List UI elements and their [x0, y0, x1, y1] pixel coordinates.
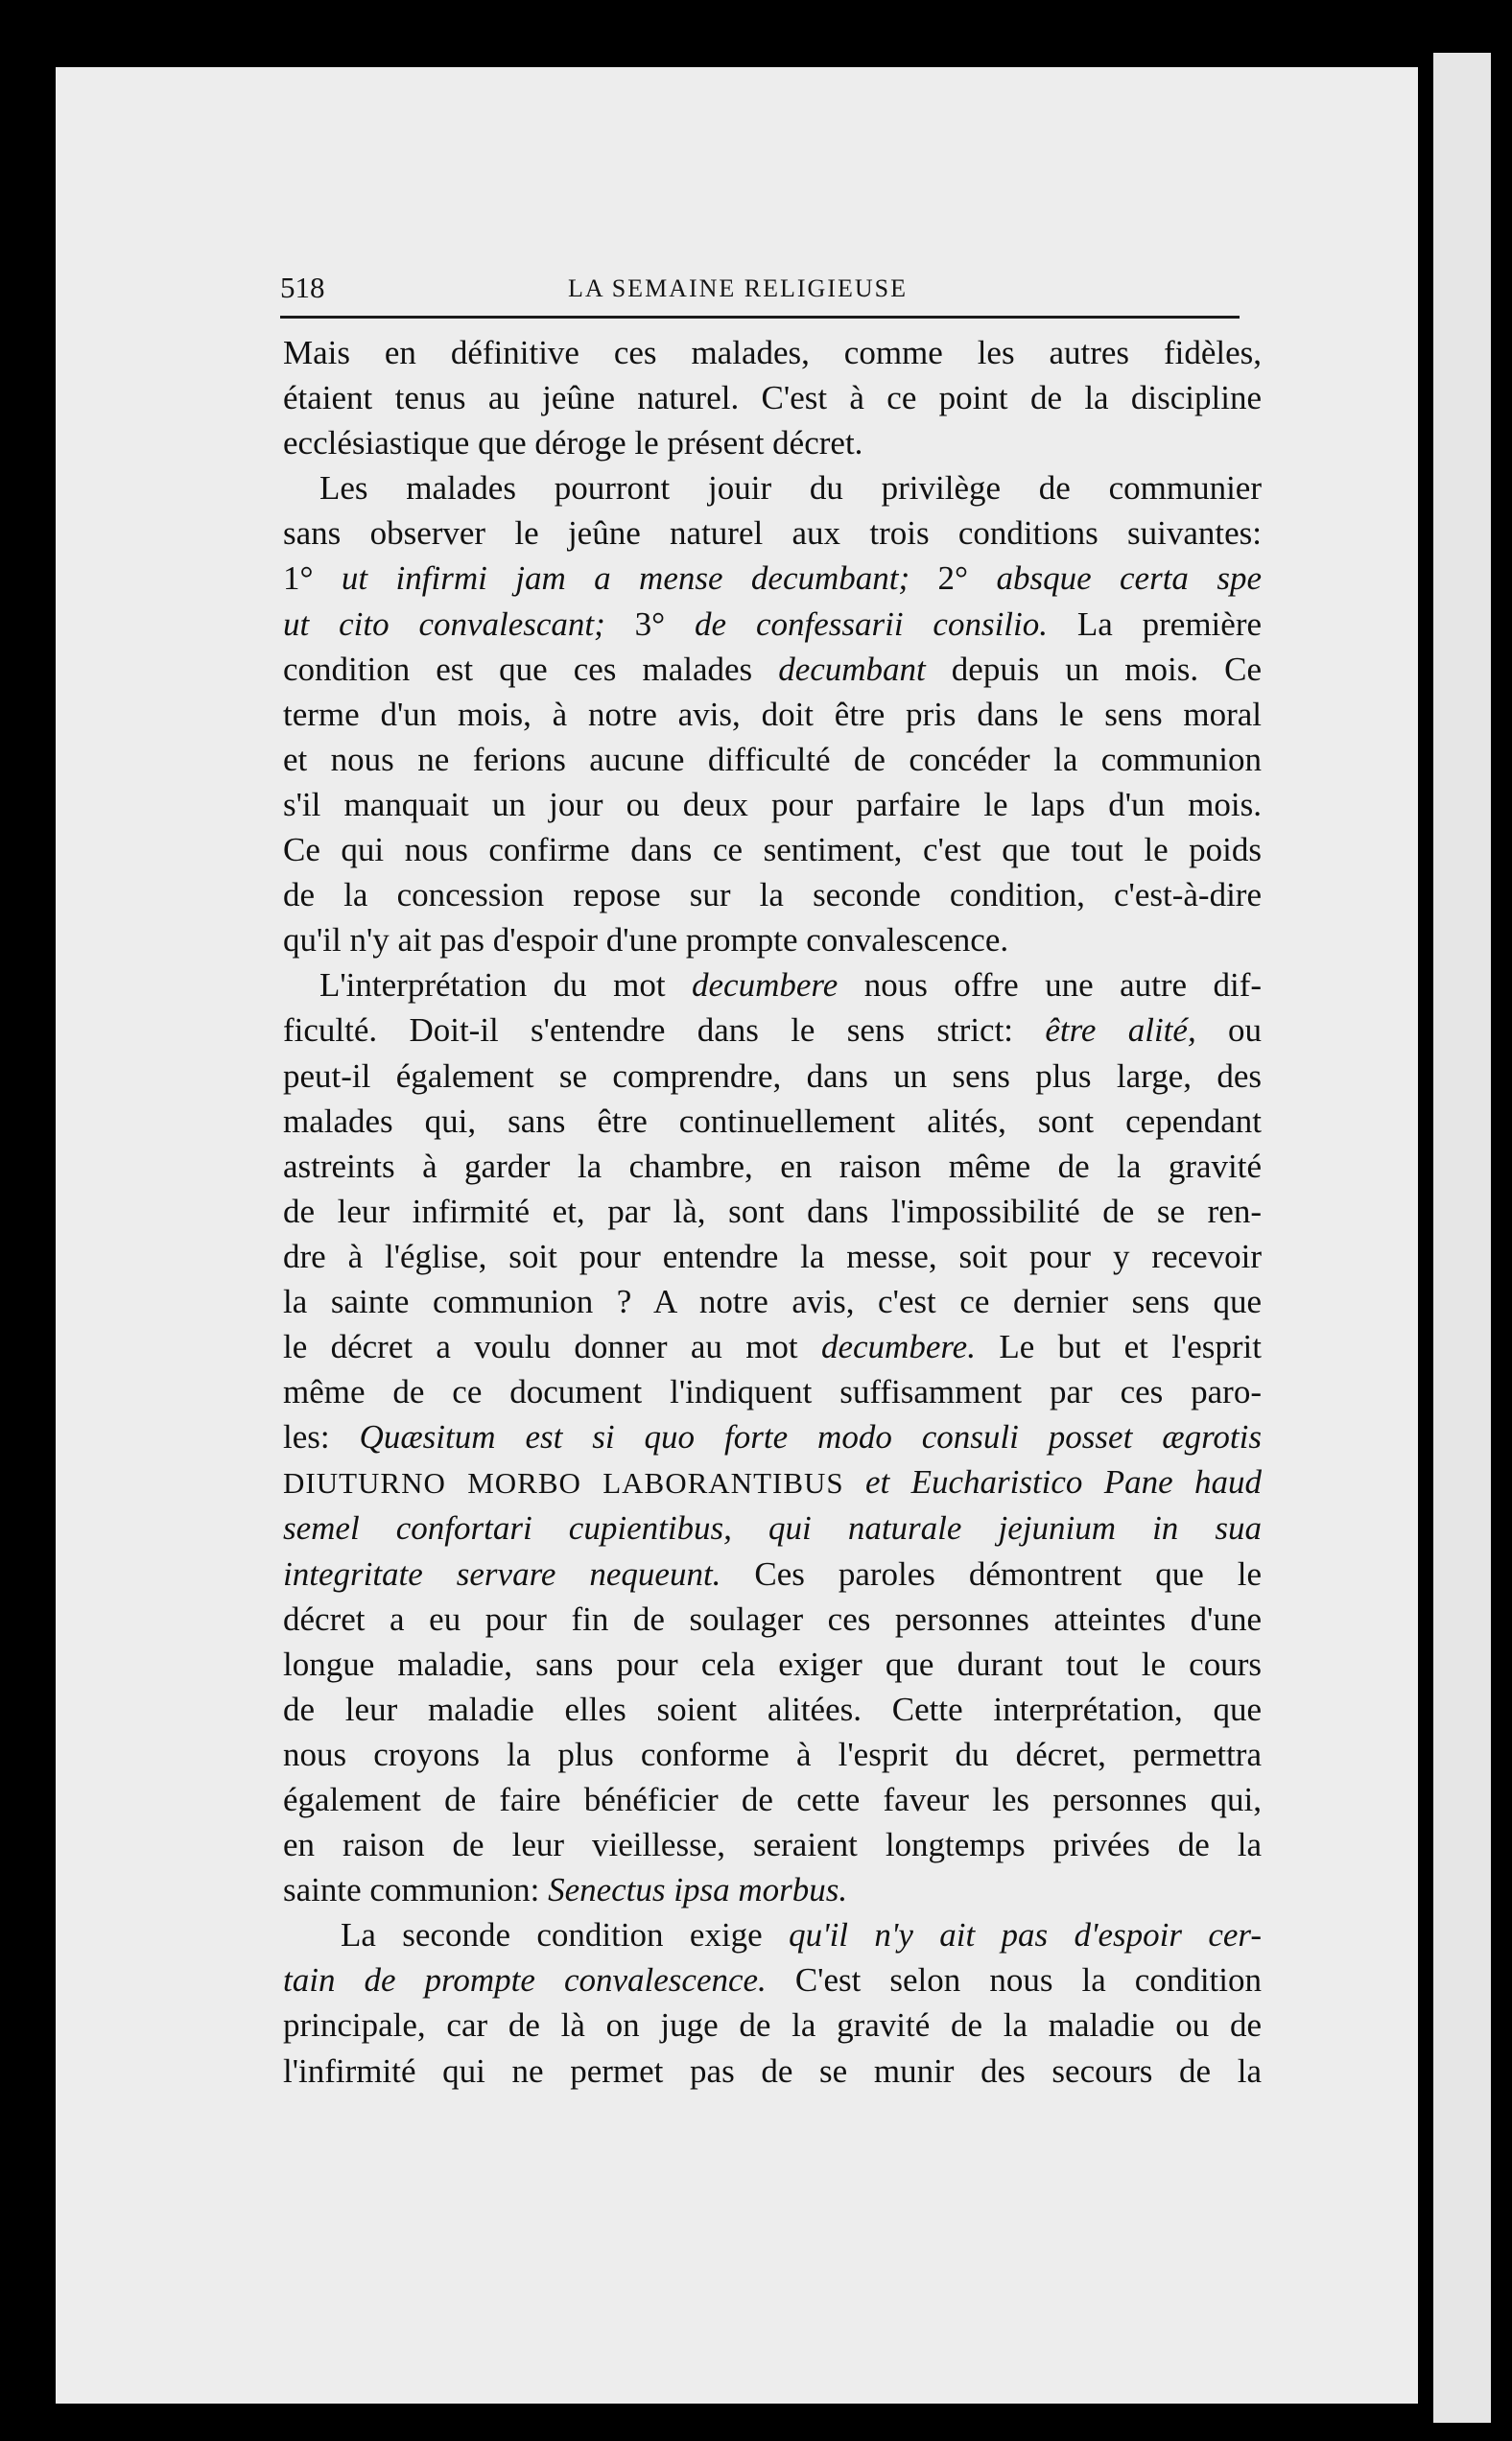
text-segment: ou [1195, 1011, 1262, 1050]
italic-text-segment: integritate servare nequeunt. [283, 1554, 721, 1593]
running-title: LA SEMAINE RELIGIEUSE [568, 274, 908, 302]
italic-text-segment: ut cito convalescant; [283, 604, 605, 643]
text-segment: La seconde condition exige [341, 1916, 790, 1955]
text-line [283, 917, 1262, 962]
body-text [283, 330, 1262, 2094]
text-line [283, 420, 1262, 465]
text-segment: nous croyons la plus conforme à l'esprit du décret, permettra [283, 1735, 1262, 1773]
text-line [283, 375, 1262, 420]
text-line [283, 647, 1262, 692]
italic-text-segment: être alité, [1045, 1011, 1196, 1050]
text-segment: en raison de leur vieillesse, seraient longtemps privées de la [283, 1826, 1262, 1864]
text-line [283, 737, 1262, 782]
italic-text-segment: qu'il n'y ait pas d'espoir cer- [789, 1916, 1263, 1955]
text-line [283, 1642, 1262, 1687]
text-segment: longue maladie, sans pour cela exiger que durant tout le cours [283, 1645, 1262, 1683]
text-line [283, 1777, 1262, 1822]
text-line [283, 692, 1262, 737]
text-line [283, 827, 1262, 872]
text-segment: le décret a voulu donner au mot [283, 1328, 821, 1366]
facing-page-edge [1433, 53, 1491, 2423]
text-line [283, 782, 1262, 827]
text-line [283, 1459, 1262, 1505]
text-segment: s'il manquait un jour ou deux pour parfaire le laps d'un mois. [283, 785, 1262, 823]
italic-text-segment: semel confortari cupientibus, qui naturale jejunium in sua [283, 1509, 1262, 1548]
text-segment: 2° [910, 559, 997, 598]
text-line [283, 1597, 1262, 1642]
text-line [283, 2049, 1262, 2094]
text-segment: de la concession repose sur la seconde condition, c'est-à-dire [283, 876, 1262, 914]
text-segment: 3° [604, 604, 696, 643]
text-line [283, 1189, 1262, 1234]
italic-text-segment: Quæsitum est si quo forte modo consuli posset ægrotis [359, 1418, 1262, 1457]
text-line [283, 1552, 1262, 1597]
text-line [283, 465, 1262, 510]
text-line [283, 1822, 1262, 1867]
text-segment: nous offre une autre dif- [838, 966, 1262, 1005]
text-segment: principale, car de là on juge de la gravité de la maladie ou de [283, 2006, 1262, 2045]
text-segment: étaient tenus au jeûne naturel. C'est à ce point de la discipline [283, 379, 1262, 417]
text-segment: peut-il également se comprendre, dans un sens plus large, des [283, 1056, 1262, 1095]
text-segment: les: [283, 1418, 360, 1457]
text-line [283, 1957, 1262, 2003]
text-segment: Ces paroles démontrent que le [721, 1554, 1262, 1593]
text-line [283, 1324, 1262, 1369]
page-number: 518 [280, 271, 325, 304]
text-line [283, 1369, 1262, 1414]
text-line [283, 510, 1262, 556]
text-segment: de leur maladie elles soient alitées. Cette interprétation, que [283, 1690, 1262, 1728]
text-segment: l'infirmité qui ne permet pas de se munir des secours de la [283, 2051, 1262, 2090]
text-segment: qu'il n'y ait pas d'espoir d'une prompte convalescence. [283, 921, 1009, 960]
text-line [283, 330, 1262, 375]
text-segment: Mais en définitive ces malades, comme les autres fidèles, [283, 334, 1262, 371]
text-segment: sans observer le jeûne naturel aux trois conditions suivantes: [283, 514, 1262, 553]
text-segment: terme d'un mois, à notre avis, doit être pris dans le sens moral [283, 695, 1262, 733]
header-rule [280, 316, 1240, 319]
text-segment: astreints à garder la chambre, en raison même de la gravité [283, 1147, 1262, 1185]
text-segment: condition est que ces malades [283, 650, 779, 688]
smallcaps-text-segment: DIUTURNO MORBO LABORANTIBUS [283, 1466, 844, 1501]
text-line [283, 1414, 1262, 1459]
text-line [283, 1912, 1262, 1957]
text-line [283, 1732, 1262, 1777]
italic-text-segment: de confessarii consilio. [695, 604, 1048, 643]
text-line [283, 602, 1262, 647]
text-segment: et nous ne ferions aucune difficulté de concéder la communion [283, 740, 1262, 778]
text-segment: Le but et l'esprit [975, 1328, 1262, 1366]
text-line [283, 1234, 1262, 1279]
text-line [283, 1867, 1262, 1912]
italic-text-segment: Senectus ipsa morbus. [548, 1871, 848, 1909]
text-segment: de leur infirmité et, par là, sont dans l'impossibilité de se ren- [283, 1192, 1262, 1230]
text-segment: Ce qui nous confirme dans ce sentiment, c'est que tout le poids [283, 831, 1262, 869]
italic-text-segment: decumbant [778, 650, 926, 688]
text-segment: L'interprétation du mot [319, 966, 693, 1005]
italic-text-segment: decumbere [692, 966, 839, 1005]
text-line [283, 1279, 1262, 1324]
text-segment: C'est selon nous la condition [766, 1961, 1262, 2000]
italic-text-segment: et Eucharistico Pane haud [864, 1463, 1263, 1502]
text-segment: sainte communion: [283, 1871, 549, 1909]
text-segment: La première [1048, 604, 1263, 643]
text-line [283, 1054, 1262, 1099]
text-segment: 1° [283, 559, 342, 598]
text-segment: malades qui, sans être continuellement alités, sont cependant [283, 1102, 1262, 1140]
text-line [283, 1144, 1262, 1189]
text-line [283, 1505, 1262, 1551]
text-segment: ecclésiastique que déroge le présent décret. [283, 424, 863, 462]
text-segment: dre à l'église, soit pour entendre la messe, soit pour y recevoir [283, 1237, 1262, 1275]
text-segment: même de ce document l'indiquent suffisamment par ces paro- [283, 1373, 1262, 1411]
text-line [283, 556, 1262, 601]
text-segment: depuis un mois. Ce [925, 650, 1263, 688]
text-line [283, 2003, 1262, 2048]
text-segment: décret a eu pour fin de soulager ces personnes atteintes d'une [283, 1600, 1262, 1638]
text-segment: également de faire bénéficier de cette faveur les personnes qui, [283, 1781, 1262, 1818]
text-segment: la sainte communion ? A notre avis, c'est ce dernier sens que [283, 1282, 1262, 1320]
italic-text-segment: decumbere. [820, 1328, 976, 1366]
text-line [283, 962, 1262, 1007]
text-line [283, 872, 1262, 917]
text-line [283, 1007, 1262, 1053]
text-line [283, 1099, 1262, 1144]
text-segment: ficulté. Doit-il s'entendre dans le sens strict: [283, 1011, 1046, 1050]
page-header [280, 271, 1240, 313]
italic-text-segment: ut infirmi jam a mense decumbant; [341, 559, 910, 598]
text-line [283, 1687, 1262, 1732]
text-segment: Les malades pourront jouir du privilège de communier [319, 469, 1262, 508]
text-segment [844, 1463, 865, 1501]
italic-text-segment: tain de prompte convalescence. [283, 1961, 767, 2000]
italic-text-segment: absque certa spe [996, 559, 1262, 598]
